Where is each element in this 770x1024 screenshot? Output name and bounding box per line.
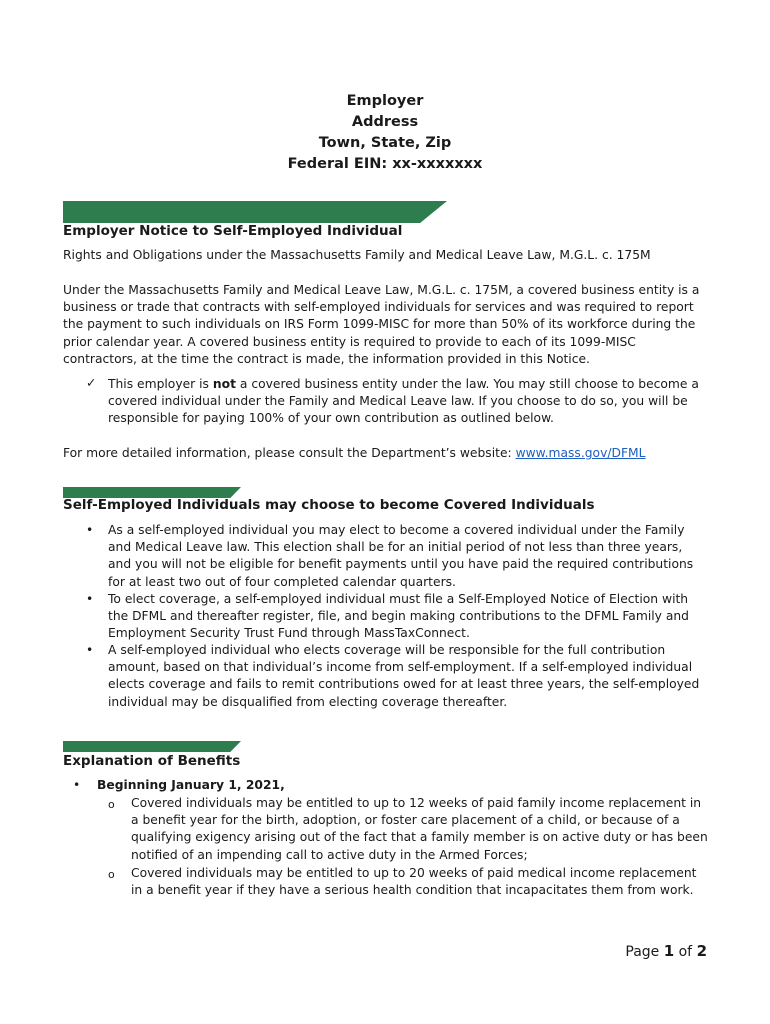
sub-bullet-icon: o xyxy=(108,868,115,881)
more-info-line xyxy=(63,445,708,462)
list-item: As a self-employed individual you may elect to become a covered individual under the Family and Medical Leave law. This election shall be for an initial period of not less than three years, and you will not be eligible for benefit payments until you have paid the required contributions for at least two out of four completed calendar quarters. xyxy=(108,523,694,589)
employer-ein: Federal EIN: xx-xxxxxxx xyxy=(287,156,483,172)
employer-town: Town, State, Zip xyxy=(318,135,452,151)
sub-list-item: Covered individuals may be entitled to up to 12 weeks of paid family income replacement in a benefit year for the birth, adoption, or foster care placement of a child, or because of a qualifying exigency arising out of the fact that a family member is on active duty or has been notified of an impending call to active duty in the Armed Forces; xyxy=(131,796,708,862)
not-covered-statement xyxy=(108,376,708,428)
employer-address: Address xyxy=(351,114,419,130)
sub-bullet-icon: o xyxy=(108,798,115,811)
more-info-text: For more detailed information, please consult the Department’s website: xyxy=(63,446,516,460)
bullet-icon: • xyxy=(86,592,94,606)
statement-text-end: a covered business entity under the law. You may still choose to become a covered individual under the Family and Medical Leave law. If you choose to do so, you will be responsible for paying 100% of your own contribution as outlined below. xyxy=(108,377,699,426)
list-item: To elect coverage, a self-employed individual must file a Self-Employed Notice of Election with the DFML and thereafter register, file, and begin making contributions to the DFML Family and Employment Security Trust Fund through MassTaxConnect. xyxy=(108,592,689,641)
bullet-icon: • xyxy=(86,643,94,657)
notice-subtitle: Rights and Obligations under the Massachusetts Family and Medical Leave Law, M.G.L. c. 175M xyxy=(63,248,651,262)
employer-header xyxy=(0,91,770,175)
section-divider-bar xyxy=(63,741,241,752)
sub-list-item: Covered individuals may be entitled to up to 20 weeks of paid medical income replacement in a benefit year if they have a serious health condition that incapacitates them from work. xyxy=(131,866,697,898)
dfml-website-link[interactable]: www.mass.gov/DFML xyxy=(515,446,646,460)
section-title-benefits: Explanation of Benefits xyxy=(63,753,241,769)
checkmark-icon: ✓ xyxy=(86,376,97,390)
total-pages: 2 xyxy=(696,942,707,960)
list-item: A self-employed individual who elects coverage will be responsible for the full contribution amount, based on that individual’s income from self-employment. If a self-employed individual elects coverage and fails to remit contributions owed for at least three years, the self-employed individual may be disqualified from electing coverage thereafter. xyxy=(108,643,700,709)
statement-emphasis: not xyxy=(212,377,236,391)
notice-intro-paragraph: Under the Massachusetts Family and Medical Leave Law, M.G.L. c. 175M, a covered business entity is a business or trade that contracts with self-employed individuals for services and was required to report the payment to such individuals on IRS Form 1099-MISC for more than 50% of its workforce during the prior calendar year. A covered business entity is required to provide to each of its 1099-MISC contractors, at the time the contract is made, the information provided in this Notice. xyxy=(63,283,700,366)
benefits-lead: Beginning January 1, 2021, xyxy=(97,778,285,792)
bullet-icon: • xyxy=(73,778,81,792)
section-divider-bar xyxy=(63,201,447,223)
statement-text-start: This employer is xyxy=(108,377,213,391)
current-page: 1 xyxy=(663,942,675,960)
page-word: Page xyxy=(625,944,664,960)
section-title-self-employed: Self-Employed Individuals may choose to become Covered Individuals xyxy=(63,497,595,513)
page-number xyxy=(625,942,707,960)
section-title-notice: Employer Notice to Self-Employed Individual xyxy=(63,223,403,239)
of-word: of xyxy=(674,944,697,960)
employer-name: Employer xyxy=(346,93,424,109)
bullet-icon: • xyxy=(86,523,94,537)
